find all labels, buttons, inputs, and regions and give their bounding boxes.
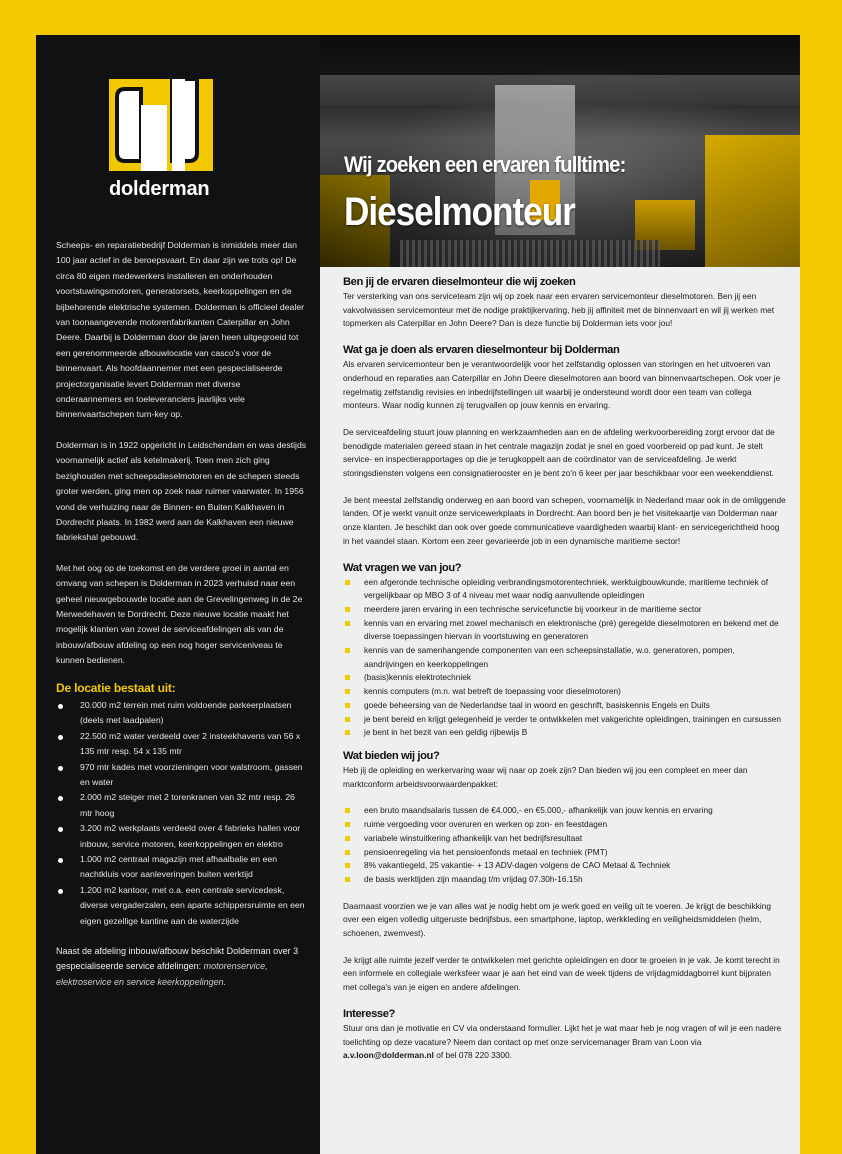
company-sidebar (36, 35, 320, 1154)
list-item: je bent in het bezit van een geldig rijbewijs B (343, 726, 786, 740)
section-text: Je krijgt alle ruimte jezelf verder te ontwikkelen met gerichte opleidingen en door te groeien in je vak. Je komt terecht in een informele en collegiale werksfeer waar je aan het eind van de week tijdens de vrijdagmiddagborrel kunt bijpraten met collega's van je eigen en andere afdelingen. (343, 954, 780, 993)
logo-mark-icon (109, 79, 213, 171)
dolderman-logo (109, 79, 215, 203)
job-title: Dieselmonteur (344, 190, 575, 234)
service-departments-list: motorenservice, elektroservice en service keerkoppelingen. (56, 961, 268, 987)
logo-wordmark: dolderman (109, 178, 210, 200)
section-tasks (343, 344, 786, 548)
section-text: Daarnaast voorzien we je van alles wat je nodig hebt om je werk goed en veilig uit te voeren. Je krijgt de beschikking over een eigen volledig uitgeruste bedrijfsbus, een smartphone, laptop, werkkleding en veiligheidsmiddelen (helm, schoenen, zwemvest). (343, 900, 771, 939)
list-item: 1.200 m2 kantoor, met o.a. een centrale servicedesk, diverse vergaderzalen, een aparte schippersruimte en een eigen gezellige kantine aan de waterzijde (56, 883, 308, 929)
photo-detail (705, 135, 800, 267)
section-intro (343, 276, 786, 331)
square-bullet-icon (345, 607, 350, 612)
vacancy-content (320, 35, 800, 1154)
square-bullet-icon (345, 863, 350, 868)
section-text: Heb jij de opleiding en werkervaring waar wij naar op zoek zijn? Dan bieden wij jou een compleet en meer dan marktconform arbeidsvoorwaardenpakket: (343, 764, 748, 789)
benefits-list (343, 804, 786, 886)
section-text: De serviceafdeling stuurt jouw planning en werkzaamheden aan en de afdeling werkvoorbereiding zorgt ervoor dat de benodigde materialen gereed staan in het centrale magazijn zodat je snel en goed voorbereid op pad kunt. Je stelt service- en inspectierapportages op die je terugkoppelt aan de coördinator van de serviceafdeling. Je werkt storingsdiensten volgens een consignatierooster en je bent zo'n 6 keer per jaar beschikbaar voor een weekenddienst. (343, 426, 775, 479)
square-bullet-icon (345, 580, 350, 585)
service-departments-note: Naast de afdeling inbouw/afbouw beschikt Dolderman over 3 gespecialiseerde service afdelingen: motorenservice, elektroservice en service keerkoppelingen. (56, 946, 299, 987)
list-item: kennis computers (m.n. wat betreft de toepassing voor dieselmotoren) (343, 685, 786, 699)
hero-subtitle: Wij zoeken een ervaren fulltime: (344, 152, 626, 177)
list-item: ruime vergoeding voor overuren en werken op zon- en feestdagen (343, 818, 786, 832)
section-heading: Wat bieden wij jou? (343, 749, 440, 762)
section-heading: Interesse? (343, 1007, 395, 1020)
square-bullet-icon (345, 850, 350, 855)
list-item: 970 mtr kades met voorzieningen voor walstroom, gassen en water (56, 760, 308, 791)
list-item: variabele winstuitkering afhankelijk van het bedrijfsresultaat (343, 832, 786, 846)
square-bullet-icon (345, 877, 350, 882)
square-bullet-icon (345, 717, 350, 722)
list-item: kennis van en ervaring met zowel mechanisch en elektronische (pré) geregelde dieselmotoren en bekend met de diverse toepassingen hiervan in voortstuwing en generatoren (343, 617, 786, 644)
section-offer (343, 750, 786, 995)
list-item: je bent bereid en krijgt gelegenheid je verder te ontwikkelen met vakgerichte opleidingen, trainingen en cursussen (343, 713, 786, 727)
square-bullet-icon (345, 621, 350, 626)
square-bullet-icon (345, 822, 350, 827)
email-link[interactable]: a.v.loon@dolderman.nl (343, 1050, 434, 1061)
list-item: meerdere jaren ervaring in een technische servicefunctie bij voorkeur in de maritieme sector (343, 603, 786, 617)
list-item: 1.000 m2 centraal magazijn met afhaalbalie en een nachtkluis voor aanleveringen buiten werktijd (56, 852, 308, 883)
section-text: Je bent meestal zelfstandig onderweg en aan boord van schepen, voornamelijk in Nederland maar ook in de omliggende landen. Of je werkt vanuit onze servicewerkplaats in Dordrecht. Aan boord ben je het visitekaartje van Dolderman naar onze klanten. Je beschikt dan ook over goede communicatieve vaardigheden waarbij klant- en servicegerichtheid hoog in het vaandel staan. Kortom een zeer gevarieerde job in een dynamische maritieme sector! (343, 494, 786, 546)
history-paragraph: Dolderman is in 1922 opgericht in Leidschendam en was destijds voornamelijk actief als ketelmakerij. Toen men zich ging bezighouden met scheepsdieselmotoren en de schepen steeds groter werden, ging men op zoek naar ruimer vaarwater. In 1956 vond de verhuizing naar de Binnen- en Buiten Kalkhaven in Dordrecht plaats. In 1982 werd aan de Kalkhaven een nieuwe fabriekshal gebouwd. (56, 439, 307, 543)
future-paragraph: Met het oog op de toekomst en de verdere groei in aantal en omvang van schepen is Dolderman in 2023 verhuisd naar een geheel nieuwgebouwde locatie aan de Grevelingenweg in de 2e Merwedehaven te Dordrecht. Deze nieuwe locatie maakt het mogelijk klanten van zowel de serviceafdelingen als van de inbouw/afbouw afdeling op een nog hoger serviceniveau te kunnen bedienen. (56, 562, 303, 666)
list-item: pensioenregeling via het pensioenfonds metaal en techniek (PMT) (343, 846, 786, 860)
vacancy-flyer (36, 35, 800, 1154)
list-item: een bruto maandsalaris tussen de €4.000,- en €5.000,- afhankelijk van jouw kennis en ervaring (343, 804, 786, 818)
list-item: 2.000 m2 steiger met 2 torenkranen van 32 mtr resp. 26 mtr hoog (56, 790, 308, 821)
bullet-icon (58, 827, 63, 832)
square-bullet-icon (345, 730, 350, 735)
section-text: Ter versterking van ons serviceteam zijn wij op zoek naar een ervaren servicemonteur dieselmotoren. Ben jij een vakvolwassen servicemonteur met de nodige praktijkervaring, heb jij affiniteit met de binnenvaart en wil jij werken met topmerken als Caterpillar en John Deere? Dan is deze functie bij Dolderman iets voor jou! (343, 291, 775, 329)
square-bullet-icon (345, 675, 350, 680)
location-list (56, 698, 308, 929)
square-bullet-icon (345, 703, 350, 708)
bullet-icon (58, 889, 63, 894)
bullet-icon (58, 796, 63, 801)
square-bullet-icon (345, 648, 350, 653)
list-item: 20.000 m2 terrein met ruim voldoende parkeerplaatsen (deels met laadpalen) (56, 698, 308, 729)
section-contact (343, 1008, 786, 1063)
requirements-list (343, 576, 786, 740)
bullet-icon (58, 858, 63, 863)
hero-banner (320, 35, 800, 267)
list-item: een afgeronde technische opleiding verbrandingsmotorentechniek, werktuigbouwkunde, maritieme techniek of vergelijkbaar op MBO 3 of 4 niveau met waar nodig aanvullende opleidingen (343, 576, 786, 603)
section-requirements (343, 562, 786, 740)
contact-text: Stuur ons dan je motivatie en CV via onderstaand formulier. Lijkt het je wat maar heb je nog vragen of wil je een nadere toelichting op deze vacature? Neem dan contact op met onze servicemanager Bram van Loon via a.v.loon@dolderman.nl of bel 078 220 3300. (343, 1022, 782, 1061)
list-item: 8% vakantiegeld, 25 vakantie- + 13 ADV-dagen volgens de CAO Metaal & Techniek (343, 859, 786, 873)
bullet-icon (58, 704, 63, 709)
section-text: Als ervaren servicemonteur ben je verantwoordelijk voor het zelfstandig oplossen van storingen en het uitvoeren van onderhoud en reparaties aan Caterpillar en John Deere dieselmotoren aan boord van binnenvaartschepen. Ook voer je regelmatig zelfstandig revisies en inbedrijfstellingen uit waarbij je ondersteund wordt door een team van collega monteurs. Waar nodig kunnen zij terugvallen op jouw kennis en ervaring. (343, 359, 781, 411)
intro-paragraph: Scheeps- en reparatiebedrijf Dolderman is inmiddels meer dan 100 jaar actief in de beroepsvaart. En daar zijn we trots op! De circa 80 eigen medewerkers installeren en onderhouden voortstuwingsmotoren, generatorsets, keerkoppelingen en de bijbehorende elektrische systemen. Dolderman is officieel dealer van toonaangevende motorenfabrikanten Caterpillar en John Deere. Daarbij is Dolderman door de jaren heen uitgegroeid tot een gerenommeerde afbouwlocatie van casco's voor de binnenvaart. Als hoofdaannemer met een gespecialiseerde projectorganisatie levert Dolderman met diverse onderaannemers en toeleveranciers jaarlijks vele binnenvaartschepen turn-key op. (56, 240, 305, 420)
list-item: (basis)kennis elektrotechniek (343, 671, 786, 685)
list-item: kennis van de samenhangende componenten van een scheepsinstallatie, w.o. generatoren, pompen, aandrijvingen en keerkoppelingen (343, 644, 786, 671)
list-item: 22.500 m2 water verdeeld over 2 insteekhavens van 56 x 135 mtr resp. 54 x 135 mtr (56, 729, 308, 760)
square-bullet-icon (345, 689, 350, 694)
square-bullet-icon (345, 808, 350, 813)
section-heading: Ben jij de ervaren dieselmonteur die wij zoeken (343, 276, 576, 288)
photo-detail (400, 240, 660, 267)
section-heading: Wat ga je doen als ervaren dieselmonteur bij Dolderman (343, 344, 620, 357)
bullet-icon (58, 735, 63, 740)
section-heading: Wat vragen we van jou? (343, 561, 462, 574)
list-item: de basis werktijden zijn maandag t/m vrijdag 07.30h-16.15h (343, 873, 786, 887)
location-heading: De locatie bestaat uit: (56, 680, 176, 695)
job-description (320, 267, 800, 1063)
company-description (56, 238, 308, 990)
square-bullet-icon (345, 836, 350, 841)
list-item: 3.200 m2 werkplaats verdeeld over 4 fabrieks hallen voor inbouw, service motoren, keerkoppelingen en elektro (56, 821, 308, 852)
list-item: goede beheersing van de Nederlandse taal in woord en geschrift, basiskennis Engels en Duits (343, 699, 786, 713)
bullet-icon (58, 766, 63, 771)
